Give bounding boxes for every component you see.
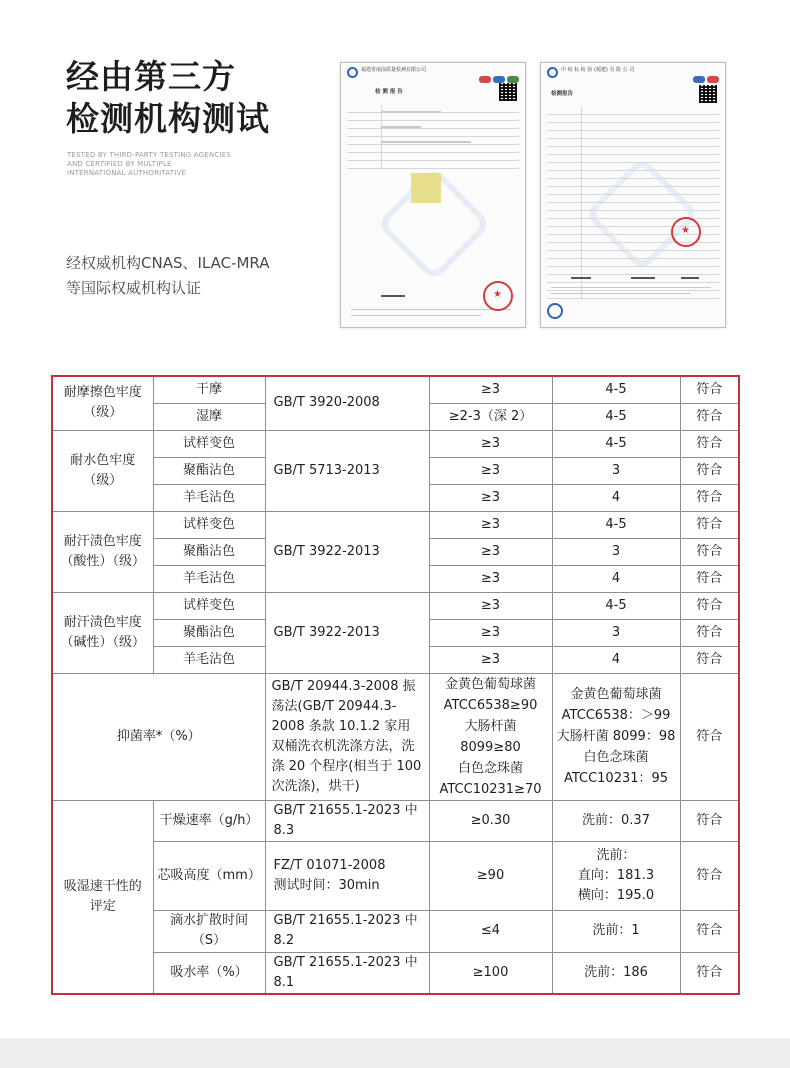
- table-row: 羊毛沾色 ≥3 4 符合: [52, 565, 739, 592]
- standard-cell: GB/T 3922-2013: [265, 511, 429, 592]
- table-row: 羊毛沾色 ≥3 4 符合: [52, 484, 739, 511]
- verdict-cell: 符合: [680, 673, 739, 800]
- verdict-cell: 符合: [680, 376, 739, 403]
- table-row: 聚酯沾色 ≥3 3 符合: [52, 457, 739, 484]
- lab-logo-icon: [547, 67, 558, 78]
- page-title: [66, 56, 270, 140]
- table-row: 耐汗渍色牢度（酸性）（级） 试样变色 GB/T 3922-2013 ≥3 4-5 符合: [52, 511, 739, 538]
- lab-footer-logo-icon: [547, 303, 563, 319]
- official-stamp: ★: [483, 281, 513, 311]
- table-row: [52, 376, 739, 403]
- table-row: 芯吸高度（mm） FZ/T 01071-2008 测试时间：30min ≥90 洗前： 直向：181.3 横向：195.0 符合: [52, 841, 739, 910]
- table-row: 吸湿速干性的 评定 干燥速率（g/h） GB/T 21655.1-2023 中 8.3 ≥0.30 洗前：0.37 符合: [52, 800, 739, 841]
- title-line-1: 经由第三方: [66, 57, 236, 96]
- item-cell: 抑菌率*（%）: [52, 673, 265, 800]
- footer-band: [0, 1038, 790, 1068]
- title-line-2: 检测机构测试: [66, 99, 270, 138]
- table-row: 滴水扩散时间 （S） GB/T 21655.1-2023 中 8.2 ≤4 洗前：1 符合: [52, 910, 739, 952]
- item-cell: 耐水色牢度（级）: [52, 430, 153, 511]
- signature: [571, 277, 591, 279]
- table-row: 聚酯沾色 ≥3 3 符合: [52, 619, 739, 646]
- signature: [681, 277, 699, 279]
- table-row: 湿摩 ≥2-3（深 2） 4-5 符合: [52, 403, 739, 430]
- table-row: 耐汗渍色牢度（碱性）（级） 试样变色 GB/T 3922-2013 ≥3 4-5 符合: [52, 592, 739, 619]
- sub-item-cell: 干摩: [153, 376, 265, 403]
- test-report-image-2: 中 纺 标 检 验 (福建) 有 限 公 司 检测报告 ★: [540, 62, 726, 328]
- requirement-cell: 金黄色葡萄球菌 ATCC6538≥90 大肠杆菌 8099≥80 白色念珠菌 ATCC10231≥70: [429, 673, 552, 800]
- standard-cell: GB/T 3920-2008: [265, 376, 429, 430]
- english-subtitle: TESTED BY THIRD-PARTY TESTING AGENCIES AND CERTIFIED BY MULTIPLE INTERNATIONAL AUTHORITATIVE: [67, 151, 231, 177]
- table-row: 聚酯沾色 ≥3 3 符合: [52, 538, 739, 565]
- item-cell: 耐汗渍色牢度（酸性）（级）: [52, 511, 153, 592]
- standard-cell: GB/T 5713-2013: [265, 430, 429, 511]
- result-cell: 4-5: [552, 376, 680, 403]
- table-row: 耐水色牢度（级） 试样变色 GB/T 5713-2013 ≥3 4-5 符合: [52, 430, 739, 457]
- standard-cell: GB/T 3922-2013: [265, 592, 429, 673]
- fabric-sample-swatch: [411, 173, 441, 203]
- official-stamp: ★: [671, 217, 701, 247]
- signature: [381, 295, 405, 297]
- test-results-table: [51, 375, 740, 995]
- item-cell: 耐汗渍色牢度（碱性）（级）: [52, 592, 153, 673]
- qr-code-icon: [699, 85, 717, 103]
- requirement-cell: ≥3: [429, 376, 552, 403]
- test-report-image-1: 福建省南涂质量检测有限公司 检 测 报 告 ★: [340, 62, 526, 328]
- item-cell: 耐摩擦色牢度（级）: [52, 376, 153, 430]
- table-row: 羊毛沾色 ≥3 4 符合: [52, 646, 739, 673]
- antibacterial-row: [52, 673, 739, 800]
- item-cell: 吸湿速干性的 评定: [52, 800, 153, 994]
- lab-logo-icon: [347, 67, 358, 78]
- standard-cell: GB/T 20944.3-2008 振荡法(GB/T 20944.3-2008 条款 10.1.2 家用双桶洗衣机洗涤方法，洗涤 20 个程序(相当于 100 次洗涤)，烘干): [265, 673, 429, 800]
- qr-code-icon: [499, 83, 517, 101]
- table-row: 吸水率（%） GB/T 21655.1-2023 中 8.1 ≥100 洗前：186 符合: [52, 952, 739, 994]
- certification-description: 经权威机构CNAS、ILAC-MRA 等国际权威机构认证: [66, 254, 270, 297]
- result-cell: 金黄色葡萄球菌 ATCC6538：＞99 大肠杆菌 8099：98 白色念珠菌 ATCC10231：95: [552, 673, 680, 800]
- signature: [631, 277, 655, 279]
